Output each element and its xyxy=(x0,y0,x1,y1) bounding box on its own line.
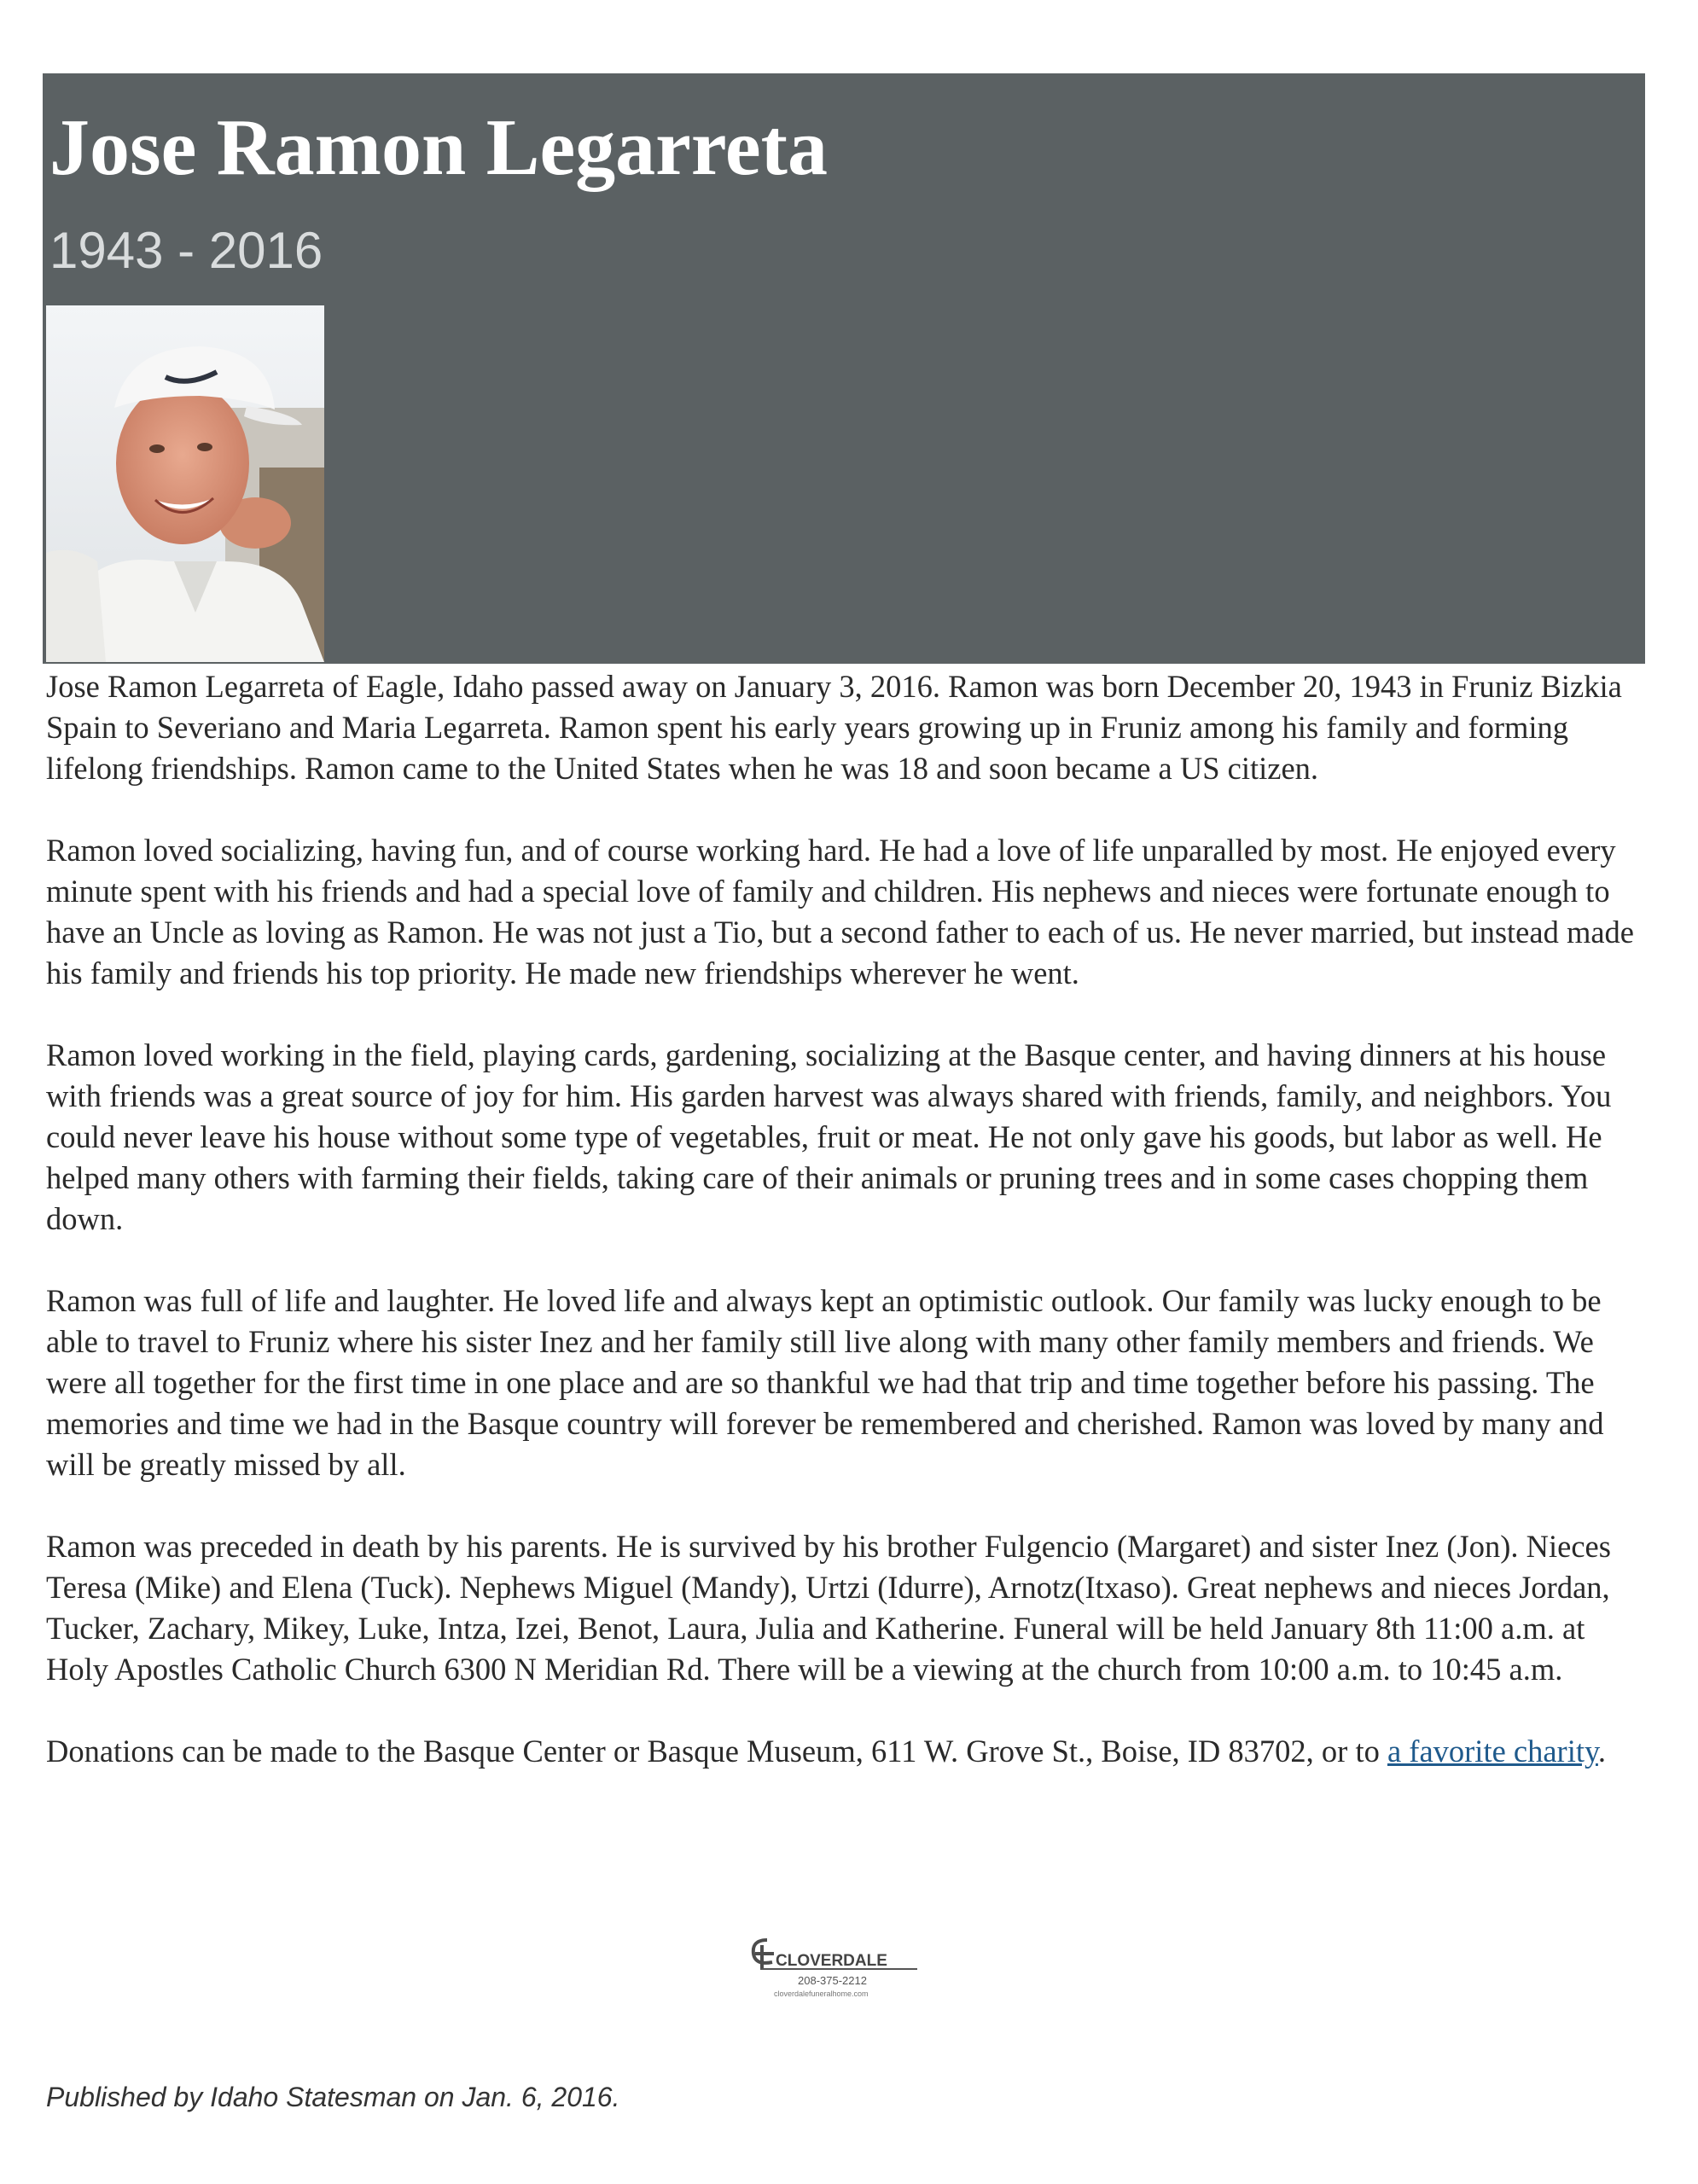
obituary-text xyxy=(46,666,1642,1813)
donations-text: Donations can be made to the Basque Center or Basque Museum, 611 W. Grove St., Boise, ID 83702, or to xyxy=(46,1734,1387,1769)
obituary-paragraph: Ramon was full of life and laughter. He loved life and always kept an optimistic outlook. Our family was lucky enough to be able to travel to Fruniz where his sister Inez and her family still live along with many other family members and friends. We were all together for the first time in one place and are so thankful we had that trip and time together before his passing. The memories and time we had in the Basque country will forever be remembered and cherished. Ramon was loved by many and will be greatly missed by all. xyxy=(46,1283,1604,1482)
obituary-paragraph: Ramon loved working in the field, playing cards, gardening, socializing at the Basque center, and having dinners at his house with friends was a great source of joy for him. His garden harvest was always shared with friends, family, and neighbors. You could never leave his house without some type of vegetables, fruit or meat. He not only gave his goods, but labor as well. He helped many others with farming their fields, taking care of their animals or pruning trees and in some cases chopping them down. xyxy=(46,1037,1612,1236)
publication-note: Published by Idaho Statesman on Jan. 6, 2016. xyxy=(46,2082,620,2112)
deceased-name: Jose Ramon Legarreta xyxy=(49,103,828,192)
donations-paragraph xyxy=(46,1731,1642,1772)
favorite-charity-link[interactable]: a favorite charity xyxy=(1387,1734,1598,1769)
obituary-paragraph: Ramon was preceded in death by his parents. He is survived by his brother Fulgencio (Margaret) and sister Inez (Jon). Nieces Teresa (Mike) and Elena (Tuck). Nephews Miguel (Mandy), Urtzi (Idurre), Arnotz(Itxaso). Great nephews and nieces Jordan, Tucker, Zachary, Mikey, Luke, Intza, Izei, Benot, Laura, Julia and Katherine. Funeral will be held January 8th 11:00 a.m. at Holy Apostles Catholic Church 6300 N Meridian Rd. There will be a viewing at the church from 10:00 a.m. to 10:45 a.m. xyxy=(46,1529,1611,1687)
life-years: 1943 - 2016 xyxy=(49,222,323,279)
logo-name: CLOVERDALE xyxy=(776,1952,887,1970)
obituary-paragraph: Jose Ramon Legarreta of Eagle, Idaho passed away on January 3, 2016. Ramon was born December 20, 1943 in Fruniz Bizkia Spain to Severiano and Maria Legarreta. Ramon spent his early years growing up in Fruniz among his family and forming lifelong friendships. Ramon came to the United States when he was 18 and soon became a US citizen. xyxy=(46,669,1622,786)
header-band xyxy=(43,73,1645,664)
donations-trailing: . xyxy=(1597,1734,1607,1769)
logo-website: cloverdalefuneralhome.com xyxy=(774,1989,869,1998)
logo-phone: 208-375-2212 xyxy=(798,1974,867,1987)
cloverdale-logo xyxy=(747,1935,943,2000)
portrait-photo xyxy=(46,305,324,662)
obituary-paragraph: Ramon loved socializing, having fun, and of course working hard. He had a love of life unparalled by most. He enjoyed every minute spent with his friends and had a special love of family and children. His nephews and nieces were fortunate enough to have an Uncle as loving as Ramon. He was not just a Tio, but a second father to each of us. He never married, but instead made his family and friends his top priority. He made new friendships wherever he went. xyxy=(46,833,1635,990)
